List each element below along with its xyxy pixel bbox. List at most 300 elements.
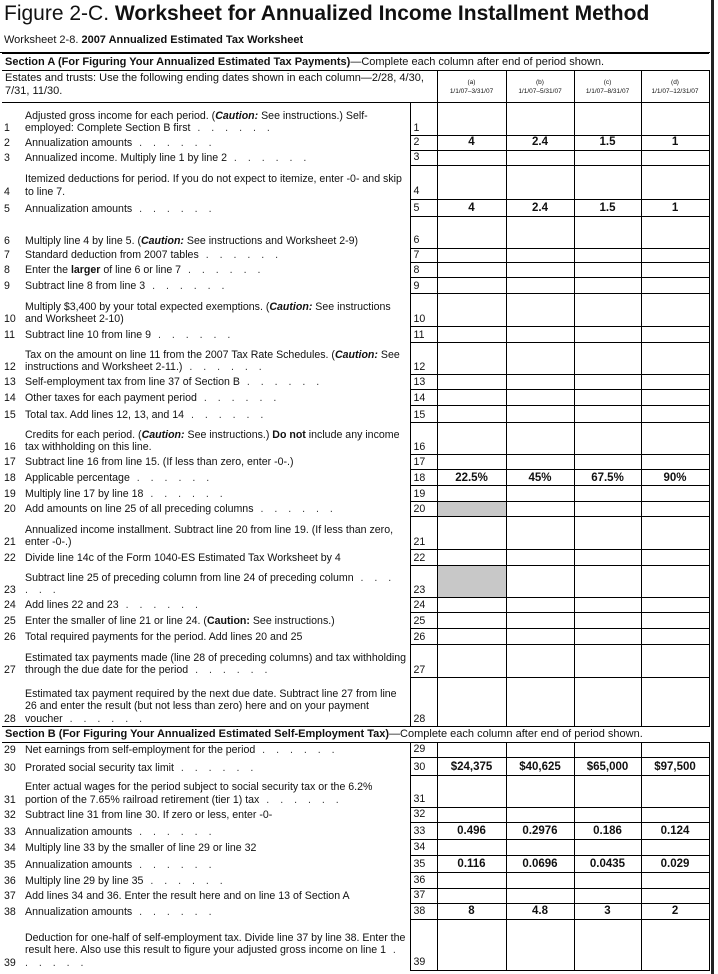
line-description (2, 455, 410, 470)
entry-cell-c[interactable] (574, 872, 641, 888)
line-number-box: 13 (410, 375, 437, 390)
line-number-label: 13 (4, 376, 16, 388)
text-segment: Subtract line 16 from line 15. (If less than zero, enter -0-.) (25, 456, 294, 468)
line-number-box: 30 (410, 757, 437, 775)
entry-cell-b[interactable] (506, 919, 574, 970)
text-segment: Caution: (269, 300, 313, 313)
table-row (2, 517, 709, 550)
entry-cell-b[interactable] (506, 517, 574, 550)
line-number-box: 4 (410, 165, 437, 199)
entry-cell-c[interactable] (574, 390, 641, 406)
entry-cell-c[interactable]: $65,000 (574, 757, 641, 775)
dot-leader: . . . . . . (132, 825, 216, 838)
line-text (5, 137, 407, 151)
table-row (2, 903, 709, 919)
entry-cell-a[interactable] (437, 598, 506, 613)
entry-cell-c[interactable] (574, 502, 641, 517)
line-number-box: 19 (410, 486, 437, 502)
line-text (5, 652, 407, 678)
entry-cell-c[interactable]: 0.0435 (574, 855, 641, 872)
estates-note: Estates and trusts: Use the following ending dates shown in each column—2/28, 4/30, 7/31, 11/30. (2, 71, 437, 103)
entry-cell-d[interactable] (641, 423, 709, 455)
line-description (2, 775, 410, 807)
line-text (5, 203, 407, 217)
line-number-label: 35 (4, 858, 16, 871)
entry-cell-a[interactable]: 0.496 (437, 822, 506, 839)
line-text (5, 859, 407, 873)
line-number-label: 29 (4, 743, 16, 756)
entry-cell-b[interactable]: 4.8 (506, 903, 574, 919)
entry-cell-b[interactable] (506, 455, 574, 470)
table-row (2, 103, 709, 136)
entry-cell-d[interactable] (641, 455, 709, 470)
line-text (5, 552, 407, 566)
table-row (2, 888, 709, 903)
line-number-box: 16 (410, 423, 437, 455)
dot-leader: . . . . . . (226, 151, 311, 164)
line-number-box: 26 (410, 629, 437, 645)
entry-cell-a[interactable] (437, 742, 506, 757)
line-description (2, 566, 410, 598)
line-text (5, 906, 407, 920)
entry-cell-a[interactable] (437, 486, 506, 502)
entry-cell-d[interactable] (641, 390, 709, 406)
line-description (2, 278, 410, 294)
table-row (2, 150, 709, 165)
entry-cell-c[interactable] (574, 888, 641, 903)
entry-cell-b[interactable] (506, 486, 574, 502)
text-segment: Caution: (141, 428, 185, 441)
entry-cell-d[interactable] (641, 919, 709, 970)
entry-cell-c[interactable] (574, 839, 641, 855)
line-number-label: 5 (4, 202, 10, 215)
line-number-box: 31 (410, 775, 437, 807)
entry-cell-b[interactable] (506, 888, 574, 903)
entry-cell-a[interactable]: 22.5% (437, 470, 506, 486)
line-text (5, 503, 407, 517)
entry-cell-c[interactable] (574, 645, 641, 678)
entry-cell-c[interactable] (574, 550, 641, 566)
line-description (2, 822, 410, 839)
entry-cell-c[interactable] (574, 423, 641, 455)
text-segment: Caution: (206, 615, 250, 627)
entry-cell-c[interactable] (574, 455, 641, 470)
table-row (2, 757, 709, 775)
text-segment: Caution: (215, 109, 259, 122)
entry-cell-b[interactable]: 45% (506, 470, 574, 486)
line-number-label: 17 (4, 456, 16, 468)
entry-cell-d[interactable]: 1 (641, 199, 709, 216)
line-number-box: 23 (410, 566, 437, 598)
entry-cell-b[interactable] (506, 678, 574, 727)
line-number-label: 34 (4, 841, 16, 854)
entry-cell-c[interactable] (574, 807, 641, 822)
entry-cell-b[interactable] (506, 165, 574, 199)
entry-cell-c[interactable] (574, 294, 641, 327)
line-number-label: 24 (4, 599, 16, 611)
entry-cell-a[interactable] (437, 678, 506, 727)
entry-cell-d[interactable] (641, 888, 709, 903)
entry-cell-a[interactable] (437, 103, 506, 136)
table-row (2, 566, 709, 598)
line-text (5, 280, 407, 294)
entry-cell-b[interactable] (506, 150, 574, 165)
line-number-label: 36 (4, 874, 16, 887)
text-segment: See instructions and Worksheet 2-9) (183, 234, 359, 247)
entry-cell-b[interactable] (506, 406, 574, 423)
section-b-header: Section B (For Figuring Your Annualized Estimated Self-Employment Tax)—Complete each column after end of period shown. (2, 727, 709, 743)
entry-cell-c[interactable] (574, 629, 641, 645)
text-segment: See instructions.) (184, 428, 273, 441)
entry-cell-b[interactable]: 2.4 (506, 136, 574, 151)
entry-cell-d[interactable]: 0.124 (641, 822, 709, 839)
entry-cell-a[interactable]: 0.116 (437, 855, 506, 872)
entry-cell-c[interactable] (574, 375, 641, 390)
entry-cell-d[interactable]: $97,500 (641, 757, 709, 775)
entry-cell-a[interactable] (437, 278, 506, 294)
line-number-box: 11 (410, 327, 437, 343)
entry-cell-b[interactable] (506, 502, 574, 517)
line-description (2, 406, 410, 423)
entry-cell-a[interactable] (437, 248, 506, 263)
line-number-box: 17 (410, 455, 437, 470)
entry-cell-d[interactable] (641, 550, 709, 566)
entry-cell-d[interactable] (641, 566, 709, 598)
entry-cell-c[interactable] (574, 343, 641, 375)
entry-cell-d[interactable] (641, 248, 709, 263)
entry-cell-b[interactable] (506, 327, 574, 343)
text-segment: Add lines 22 and 23 (25, 599, 119, 611)
entry-cell-a[interactable] (437, 517, 506, 550)
line-description (2, 294, 410, 327)
table-row (2, 263, 709, 278)
text-segment: Multiply $3,400 by your total expected exemptions. ( (25, 300, 270, 313)
dot-leader: . . . . . . (239, 376, 324, 388)
entry-cell-c[interactable] (574, 775, 641, 807)
entry-cell-d[interactable] (641, 872, 709, 888)
entry-cell-a[interactable] (437, 165, 506, 199)
entry-cell-a[interactable] (437, 455, 506, 470)
line-number-label: 4 (4, 185, 10, 198)
text-segment: See instructions and Worksheet 2-11.) (25, 348, 400, 373)
entry-cell-a[interactable]: $24,375 (437, 757, 506, 775)
entry-cell-c[interactable] (574, 278, 641, 294)
line-number-box: 28 (410, 678, 437, 727)
line-text (5, 615, 407, 629)
entry-cell-b[interactable] (506, 598, 574, 613)
entry-cell-a[interactable]: 4 (437, 136, 506, 151)
entry-cell-d[interactable] (641, 216, 709, 248)
entry-cell-a[interactable] (437, 839, 506, 855)
line-text (5, 599, 407, 613)
text-segment: Annualization amounts (25, 858, 133, 871)
table-row (2, 165, 709, 199)
entry-cell-b[interactable]: $40,625 (506, 757, 574, 775)
table-row (2, 550, 709, 566)
dot-leader: . . . . . . (25, 944, 400, 969)
line-description (2, 678, 410, 727)
entry-cell-a[interactable] (437, 294, 506, 327)
table-row (2, 645, 709, 678)
entry-cell-d[interactable] (641, 598, 709, 613)
entry-cell-c[interactable] (574, 613, 641, 629)
line-number-box: 5 (410, 199, 437, 216)
text-segment: Standard deduction from 2007 tables (25, 249, 199, 261)
text-segment: Subtract line 31 from line 30. If zero or less, enter -0- (25, 808, 273, 821)
line-text (5, 409, 407, 423)
entry-cell-c[interactable]: 1.5 (574, 136, 641, 151)
line-description (2, 199, 410, 216)
line-number-label: 21 (4, 536, 16, 548)
entry-cell-d[interactable] (641, 165, 709, 199)
line-number-label: 23 (4, 584, 16, 596)
text-segment: Multiply line 33 by the smaller of line 29 or line 32 (25, 841, 257, 854)
entry-cell-d[interactable] (641, 502, 709, 517)
entry-cell-d[interactable] (641, 150, 709, 165)
entry-cell-c[interactable] (574, 486, 641, 502)
table-row (2, 423, 709, 455)
line-description (2, 423, 410, 455)
line-number-box: 29 (410, 742, 437, 757)
entry-cell-d[interactable]: 0.029 (641, 855, 709, 872)
entry-cell-a[interactable] (437, 406, 506, 423)
line-description (2, 103, 410, 136)
entry-cell-b[interactable] (506, 775, 574, 807)
text-segment: Annualization amounts (25, 905, 133, 918)
worksheet-subtitle: Worksheet 2-8. 2007 Annualized Estimated Tax Worksheet (4, 34, 304, 46)
entry-cell-b[interactable]: 2.4 (506, 199, 574, 216)
text-segment: Net earnings from self-employment for the period (25, 743, 256, 756)
entry-cell-b[interactable] (506, 294, 574, 327)
text-segment: Enter the (25, 264, 71, 276)
dot-leader: . . . . . . (184, 409, 268, 421)
line-number-box: 35 (410, 855, 437, 872)
entry-cell-b[interactable] (506, 375, 574, 390)
entry-cell-b[interactable] (506, 423, 574, 455)
line-description (2, 150, 410, 165)
entry-cell-d[interactable] (641, 742, 709, 757)
line-number-box: 9 (410, 278, 437, 294)
entry-cell-a[interactable] (437, 423, 506, 455)
text-segment: Add lines 34 and 36. Enter the result here and on line 13 of Section A (25, 889, 350, 902)
entry-cell-c[interactable] (574, 566, 641, 598)
entry-cell-d[interactable] (641, 678, 709, 727)
entry-cell-a[interactable]: 4 (437, 199, 506, 216)
line-number-label: 15 (4, 409, 16, 421)
entry-cell-b[interactable] (506, 613, 574, 629)
line-description (2, 888, 410, 903)
text-segment: Annualized income. Multiply line 1 by line 2 (25, 151, 227, 164)
entry-cell-c[interactable] (574, 103, 641, 136)
table-row (2, 613, 709, 629)
entry-cell-d[interactable] (641, 103, 709, 136)
entry-cell-c[interactable] (574, 598, 641, 613)
entry-cell-b[interactable] (506, 216, 574, 248)
entry-cell-d[interactable] (641, 839, 709, 855)
entry-cell-a[interactable] (437, 216, 506, 248)
entry-cell-c[interactable] (574, 678, 641, 727)
entry-cell-d[interactable] (641, 327, 709, 343)
text-segment: Do not (272, 428, 306, 441)
line-number-label: 3 (4, 151, 10, 164)
entry-cell-c[interactable] (574, 742, 641, 757)
entry-cell-b[interactable] (506, 263, 574, 278)
text-segment: Annualization amounts (25, 825, 133, 838)
entry-cell-d[interactable] (641, 775, 709, 807)
dot-leader: . . . . . . (259, 793, 343, 806)
entry-cell-b[interactable] (506, 807, 574, 822)
entry-cell-b[interactable] (506, 550, 574, 566)
entry-cell-d[interactable]: 2 (641, 903, 709, 919)
entry-cell-d[interactable] (641, 629, 709, 645)
entry-cell-d[interactable] (641, 294, 709, 327)
entry-cell-c[interactable] (574, 263, 641, 278)
dot-leader: . . . . . . (132, 136, 216, 149)
entry-cell-d[interactable] (641, 278, 709, 294)
table-row (2, 278, 709, 294)
line-text (5, 932, 407, 971)
table-row (2, 375, 709, 390)
entry-cell-a[interactable] (437, 645, 506, 678)
line-description (2, 872, 410, 888)
text-segment: Subtract line 10 from line 9 (25, 329, 152, 341)
entry-cell-b[interactable] (506, 278, 574, 294)
line-number-label: 8 (4, 264, 10, 276)
entry-cell-a[interactable] (437, 390, 506, 406)
line-text (5, 392, 407, 406)
entry-cell-c[interactable] (574, 517, 641, 550)
entry-cell-c[interactable] (574, 216, 641, 248)
table-row (2, 327, 709, 343)
entry-cell-b[interactable] (506, 566, 574, 598)
entry-cell-a[interactable] (437, 263, 506, 278)
line-description (2, 165, 410, 199)
entry-cell-b[interactable] (506, 390, 574, 406)
entry-cell-c[interactable] (574, 165, 641, 199)
text-segment: Annualization amounts (25, 202, 133, 215)
line-number-box: 6 (410, 216, 437, 248)
entry-cell-b[interactable]: 0.0696 (506, 855, 574, 872)
entry-cell-a[interactable] (437, 550, 506, 566)
text-segment: Multiply line 29 by line 35 (25, 874, 144, 887)
line-description (2, 136, 410, 151)
entry-cell-a[interactable] (437, 327, 506, 343)
table-row (2, 486, 709, 502)
line-number-box: 2 (410, 136, 437, 151)
entry-cell-d[interactable] (641, 263, 709, 278)
dot-leader: . . . . . . (253, 503, 337, 515)
line-number-label: 9 (4, 280, 10, 292)
column-header-row (2, 71, 709, 103)
entry-cell-a[interactable] (437, 872, 506, 888)
entry-cell-a[interactable] (437, 613, 506, 629)
entry-cell-b[interactable] (506, 872, 574, 888)
line-text (5, 456, 407, 470)
entry-cell-d[interactable] (641, 645, 709, 678)
entry-cell-b[interactable] (506, 645, 574, 678)
entry-cell-d[interactable] (641, 375, 709, 390)
entry-cell-d[interactable]: 90% (641, 470, 709, 486)
dot-leader: . . . . . . (198, 249, 283, 261)
text-segment: Itemized deductions for period. If you do not expect to itemize, enter -0- and skip to line 7. (25, 173, 402, 198)
entry-cell-c[interactable] (574, 406, 641, 423)
line-number-box: 39 (410, 919, 437, 970)
entry-cell-b[interactable] (506, 742, 574, 757)
entry-cell-c[interactable]: 67.5% (574, 470, 641, 486)
line-description (2, 919, 410, 970)
entry-cell-a[interactable] (437, 919, 506, 970)
line-number-label: 18 (4, 472, 16, 484)
entry-cell-c[interactable] (574, 248, 641, 263)
entry-cell-d[interactable] (641, 807, 709, 822)
table-row (2, 678, 709, 727)
text-segment: Applicable percentage (25, 472, 130, 484)
table-row (2, 742, 709, 757)
table-row (2, 502, 709, 517)
line-number-box: 25 (410, 613, 437, 629)
entry-cell-c[interactable]: 1.5 (574, 199, 641, 216)
entry-cell-d[interactable] (641, 406, 709, 423)
line-number-box: 7 (410, 248, 437, 263)
dot-leader: . . . . . . (143, 874, 227, 887)
entry-cell-b[interactable] (506, 629, 574, 645)
line-description (2, 216, 410, 248)
entry-cell-d[interactable]: 1 (641, 136, 709, 151)
entry-cell-b[interactable]: 0.2976 (506, 822, 574, 839)
dot-leader: . . . . . . (132, 858, 216, 871)
entry-cell-c[interactable]: 0.186 (574, 822, 641, 839)
text-segment: Prorated social security tax limit (25, 761, 174, 774)
entry-cell-b[interactable] (506, 103, 574, 136)
entry-cell-c[interactable] (574, 150, 641, 165)
line-description (2, 343, 410, 375)
line-number-box: 1 (410, 103, 437, 136)
dot-leader: . . . . . . (190, 122, 274, 134)
entry-cell-d[interactable] (641, 517, 709, 550)
line-description (2, 502, 410, 517)
entry-cell-d[interactable] (641, 486, 709, 502)
entry-cell-c[interactable] (574, 327, 641, 343)
entry-cell-b[interactable] (506, 839, 574, 855)
entry-cell-b[interactable] (506, 248, 574, 263)
table-row (2, 872, 709, 888)
entry-cell-b[interactable] (506, 343, 574, 375)
line-number-label: 39 (4, 956, 16, 969)
entry-cell-c[interactable]: 3 (574, 903, 641, 919)
dot-leader: . . . . . . (182, 361, 266, 373)
line-text (5, 781, 407, 807)
line-description (2, 550, 410, 566)
entry-cell-a[interactable]: 8 (437, 903, 506, 919)
entry-cell-a[interactable] (437, 888, 506, 903)
entry-cell-a[interactable] (437, 150, 506, 165)
entry-cell-a[interactable] (437, 629, 506, 645)
entry-cell-a[interactable] (437, 343, 506, 375)
line-description (2, 757, 410, 775)
entry-cell-d[interactable] (641, 343, 709, 375)
line-number-label: 37 (4, 889, 16, 902)
text-segment: Other taxes for each payment period (25, 392, 197, 404)
line-number-box: 10 (410, 294, 437, 327)
line-number-box: 34 (410, 839, 437, 855)
line-number-box: 12 (410, 343, 437, 375)
entry-cell-c[interactable] (574, 919, 641, 970)
entry-cell-a[interactable] (437, 375, 506, 390)
entry-cell-d[interactable] (641, 613, 709, 629)
entry-cell-a[interactable] (437, 807, 506, 822)
entry-cell-a[interactable] (437, 775, 506, 807)
line-text (5, 173, 407, 199)
